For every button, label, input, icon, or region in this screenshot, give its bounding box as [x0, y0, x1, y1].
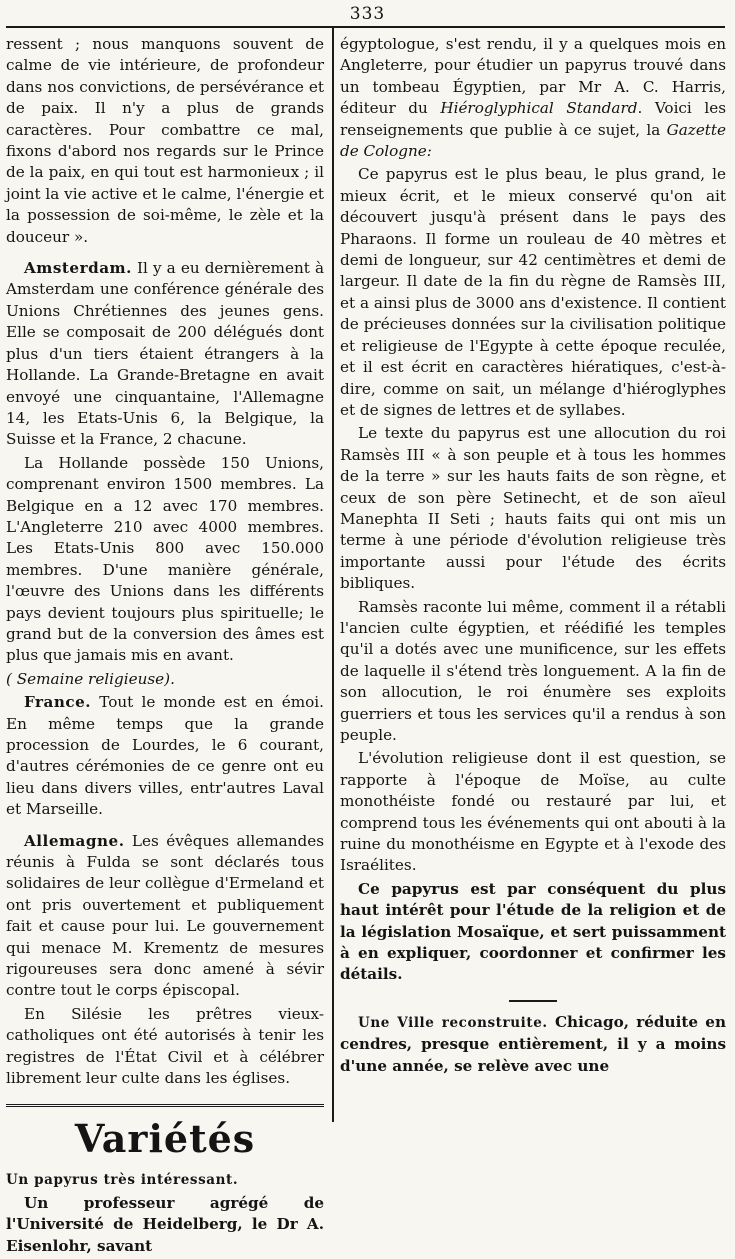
paragraph-texte: Le texte du papyrus est une allocution du roi Ramsès III « à son peuple et à tous les hommes de la terre » sur les hauts faits de son règne, et ceux de son père Setinecht, et de son aïeul Manephta II Seti ; hauts faits qui ont mis un terme à une période d'évolution religieuse très importante aussi pour l'étude des écrits bibliques.: [340, 424, 726, 593]
article-title-chicago: Une Ville reconstruite.: [358, 1014, 548, 1031]
paragraph-papyrus-continued: [340, 34, 726, 162]
heading-amsterdam: Amsterdam.: [24, 259, 132, 278]
allemagne-text: Les évêques allemandes réunis à Fulda se sont déclarés tous solidaires de leur collègue d'Ermeland et ont pris ouvertement et publiquement fait et cause pour lui. Le gouvernement qui menace M. Krementz de mesures rigoureuses sera donc amené à sévir contre tout le corps épiscopal.: [6, 831, 324, 1000]
chicago-text: Chicago, réduite en cendres, presque entièrement, il y a moins d'une année, se relève avec une: [340, 1012, 726, 1075]
news-france: [6, 692, 324, 820]
heading-allemagne: Allemagne.: [24, 831, 125, 850]
paragraph-ramses: Ramsès raconte lui même, comment il a rétabli l'ancien culte égyptien, et réédifié les temples qu'il a dotés avec une munificence, sur les effets de laquelle il s'étend très longuement. A la fin de son allocution, le roi énumère ses exploits guerriers et tous les services qu'il a rendus à son peuple.: [340, 597, 726, 744]
france-text: Tout le monde est en émoi. En même temps que la grande procession de Lourdes, le 6 courant, d'autres cérémonies de ce genre ont eu lieu dans divers villes, entr'autres Laval et Marseille.: [6, 693, 324, 819]
section-divider: [6, 1104, 324, 1107]
right-column: [340, 34, 726, 1079]
article-title-papyrus: Un papyrus très intéressant.: [6, 1171, 239, 1188]
section-title-varietes: Variétés: [74, 1115, 256, 1161]
news-allemagne: [6, 831, 324, 1002]
news-amsterdam: [6, 258, 324, 451]
journal-name: Hiéroglyphical Standard: [440, 99, 638, 118]
paragraph-hollande: La Hollande possède 150 Unions, comprenant environ 1500 membres. La Belgique en a 12 avec 170 membres. L'Angleterre 210 avec 4000 membres. Les Etats-Unis 800 avec 150.000 membres. D'une manière générale, l'œuvre des Unions dans les différents pays devient toujours plus spirituelle; le grand but de la conversion des âmes est plus que jamais mis en avant.: [6, 453, 324, 665]
heading-france: France.: [24, 693, 92, 712]
article-separator: [509, 1000, 557, 1002]
gazette-name: Gazette de Cologne:: [340, 120, 726, 161]
article-chicago: [340, 1012, 726, 1077]
source-citation: ( Semaine religieuse).: [6, 669, 175, 688]
left-column: [6, 34, 324, 1259]
text-part: égyptologue, s'est rendu, il y a quelques mois en Angleterre, pour étudier un papyrus trouvé dans un tombeau Égyptien, par Mr A. C. Harris, éditeur du: [340, 35, 726, 118]
page-number: 333: [349, 4, 386, 24]
column-divider: [332, 26, 334, 1122]
article-papyrus-start: [6, 1169, 324, 1191]
header-rule: [6, 26, 725, 28]
paragraph-description: Ce papyrus est le plus beau, le plus grand, le mieux écrit, et le mieux conservé qu'on ait découvert jusqu'à présent dans le pays des Pharaons. Il forme un rouleau de 40 mètres et demi de longueur, sur 42 centimètres et demi de largeur. Il date de la fin du règne de Ramsès III, et a ainsi plus de 3000 ans d'existence. Il contient de précieuses données sur la civilisation politique et religieuse de l'Egypte à cette époque reculée, et il est écrit en caractères hiératiques, c'est-à-dire, comme on sait, un mélange d'hiéroglyphes et de signes de lettres et de syllabes.: [340, 165, 726, 419]
paragraph-continuation: ressent ; nous manquons souvent de calme de vie intérieure, de profondeur dans nos convictions, de persévérance et de paix. Il n'y a plus de grands caractères. Pour combattre ce mal, fixons d'abord nos regards sur le Prince de la paix, en qui tout est harmonieux ; il joint la vie active et le calme, l'énergie et la possession de soi-même, le zèle et la douceur ».: [6, 35, 324, 246]
text-part: . Voici les renseignements que publie à ce sujet, la: [340, 99, 726, 139]
paragraph-evolution: L'évolution religieuse dont il est question, se rapporte à l'époque de Moïse, au culte monothéiste fondé ou restauré par lui, et comprend tous les événements qui ont abouti à la ruine du monothéisme en Egypte et à l'exode des Israélites.: [340, 749, 726, 875]
paragraph-papyrus-intro: Un professeur agrégé de l'Université de Heidelberg, le Dr A. Eisenlohr, savant: [6, 1193, 324, 1255]
paragraph-conclusion: Ce papyrus est par conséquent du plus haut intérêt pour l'étude de la religion et de la législation Mosaïque, et sert puissamment à en expliquer, coordonner et confirmer les détails.: [340, 879, 726, 984]
paragraph-silesie: En Silésie les prêtres vieux-catholiques ont été autorisés à tenir les registres de l'État Civil et à célébrer librement leur culte dans les églises.: [6, 1004, 324, 1088]
amsterdam-text: Il y a eu dernièrement à Amsterdam une conférence générale des Unions Chrétiennes des jeunes gens. Elle se composait de 200 délégués dont plus d'un tiers étaient étrangers à la Hollande. La Grande-Bretagne en avait envoyé une cinquantaine, l'Allemagne 14, les Etats-Unis 6, la Belgique, la Suisse et la France, 2 chacune.: [6, 259, 324, 449]
